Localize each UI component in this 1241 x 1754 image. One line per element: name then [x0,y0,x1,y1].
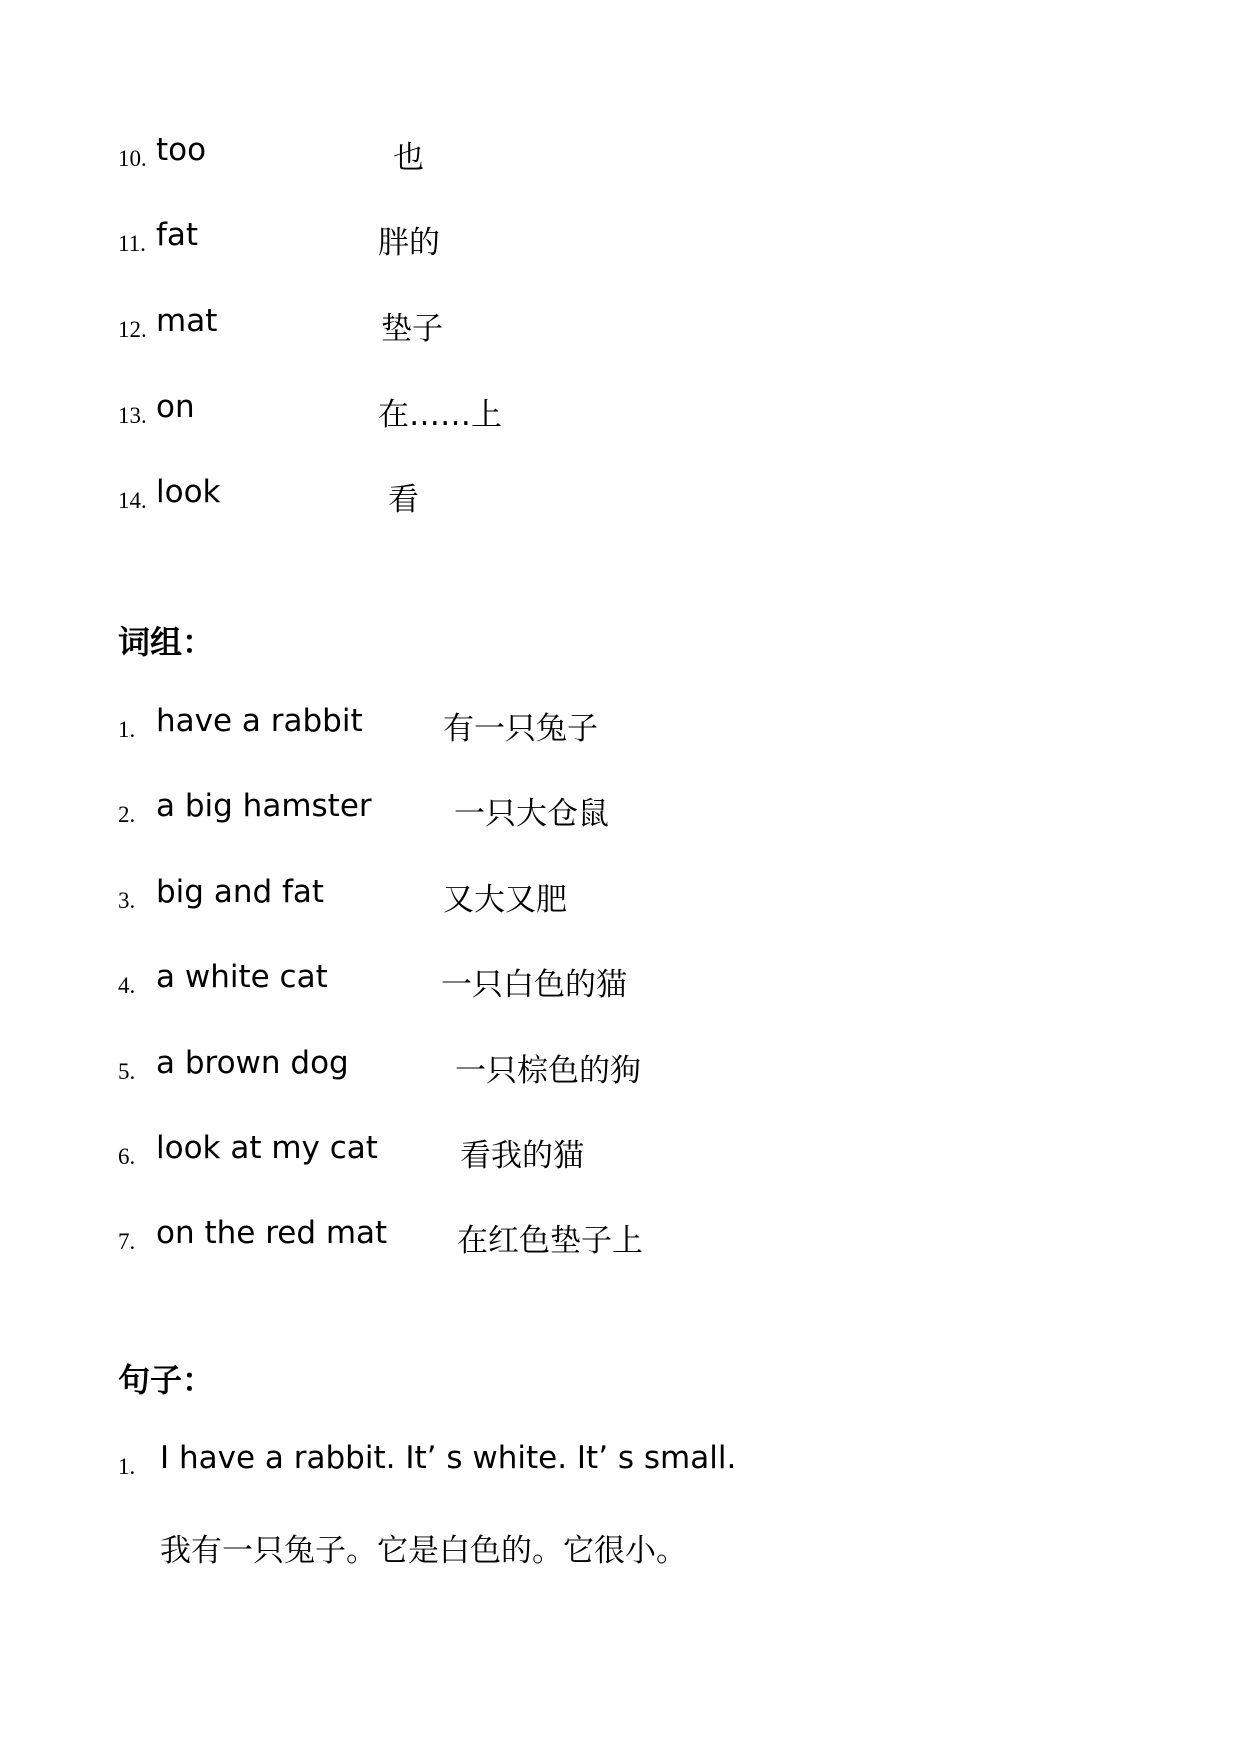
chinese-meaning: 有一只兔子 [443,711,598,747]
english-sentence: I have a rabbit. It’ s white. It’ s small. [160,1440,737,1476]
item-number: 10. [118,146,147,171]
chinese-meaning: 又大又肥 [443,882,567,918]
item-number: 13. [118,403,147,428]
chinese-meaning: 在红色垫子上 [457,1223,643,1259]
english-phrase: a brown dog [156,1045,349,1081]
item-number: 12. [118,317,147,342]
item-number: 1. [118,1454,136,1479]
item-number: 7. [118,1229,136,1254]
chinese-meaning: 看我的猫 [460,1138,584,1174]
item-number: 2. [118,802,136,827]
english-word: look [156,474,221,510]
phrases-heading: 词组： [118,623,215,661]
english-phrase: a big hamster [156,788,372,824]
chinese-meaning: 一只棕色的狗 [455,1053,641,1089]
chinese-meaning: 胖的 [378,225,440,261]
item-number: 11. [118,231,146,256]
english-phrase: on the red mat [156,1215,388,1251]
sentences-heading: 句子： [118,1361,215,1399]
english-word: mat [156,303,218,339]
english-word: fat [156,217,199,253]
chinese-meaning: 也 [393,140,424,176]
chinese-meaning: 在……上 [378,397,502,433]
item-number: 4. [118,973,136,998]
chinese-meaning: 看 [388,482,419,518]
chinese-sentence: 我有一只兔子。它是白色的。它很小。 [160,1533,687,1569]
item-number: 5. [118,1059,136,1084]
chinese-meaning: 一只白色的猫 [441,967,627,1003]
item-number: 6. [118,1144,136,1169]
chinese-meaning: 垫子 [381,311,443,347]
english-phrase: big and fat [156,874,325,910]
english-phrase: look at my cat [156,1130,378,1166]
chinese-meaning: 一只大仓鼠 [454,796,609,832]
item-number: 14. [118,488,147,513]
item-number: 1. [118,717,136,742]
item-number: 3. [118,888,136,913]
english-word: too [156,132,207,168]
english-word: on [156,389,195,425]
english-phrase: have a rabbit [156,703,363,739]
english-phrase: a white cat [156,959,328,995]
